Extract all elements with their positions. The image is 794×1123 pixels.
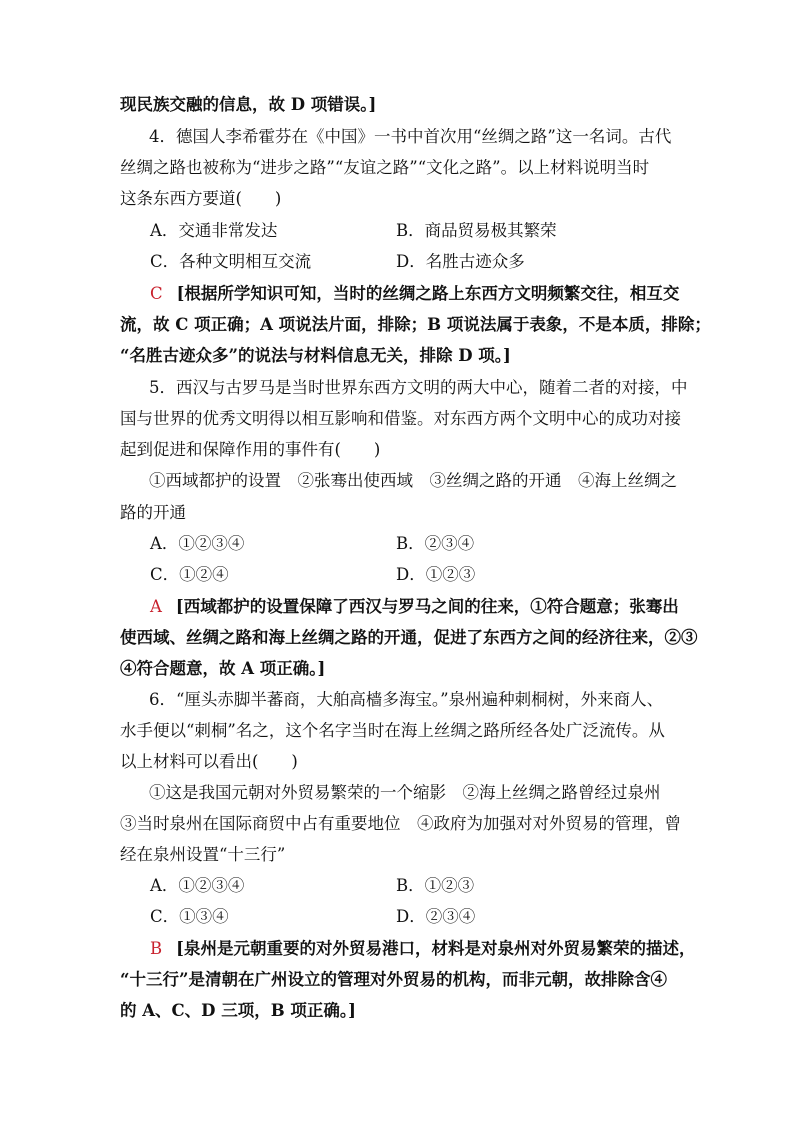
q5-stem-line-2: 国与世界的优秀文明得以相互影响和借鉴。对东西方两个文明中心的成功对接 <box>120 409 681 428</box>
q5-items-line-1: ①西域都护的设置 ②张骞出使西域 ③丝绸之路的开通 ④海上丝绸之 <box>149 471 677 490</box>
q6-explanation-line-2: “十三行”是清朝在广州设立的管理对外贸易的机构，而非元朝，故排除含④ <box>120 970 667 989</box>
q4-explanation-line-1 <box>150 283 794 305</box>
q6-answer: B <box>150 939 163 958</box>
q4-stem-line-2: 丝绸之路也被称为“进步之路”“友谊之路”“文化之路”。以上材料说明当时 <box>120 158 650 177</box>
q5-option-b[interactable]: B．②③④ <box>396 534 475 553</box>
q5-explanation-line-1 <box>150 596 794 618</box>
q5-option-c[interactable]: C．①②④ <box>150 565 229 584</box>
q6-stem-line-1: 6．“厘头赤脚半蕃商，大舶高樯多海宝。”泉州遍种刺桐树，外来商人、 <box>149 690 664 709</box>
q4-answer: C <box>150 284 163 303</box>
q4-stem-line-1: 4．德国人李希霍芬在《中国》一书中首次用“丝绸之路”这一名词。古代 <box>149 127 672 146</box>
q5-option-a[interactable]: A．①②③④ <box>150 534 245 553</box>
q6-explanation-text-1: [泉州是元朝重要的对外贸易港口，材料是对泉州对外贸易繁荣的描述， <box>176 939 696 958</box>
q6-option-c[interactable]: C．①③④ <box>150 907 229 926</box>
q6-option-a[interactable]: A．①②③④ <box>150 876 245 895</box>
q4-option-d[interactable]: D．名胜古迹众多 <box>396 252 525 271</box>
q5-option-d[interactable]: D．①②③ <box>396 565 476 584</box>
q5-explanation-line-2: 使西域、丝绸之路和海上丝绸之路的开通，促进了东西方之间的经济往来，②③ <box>120 628 698 647</box>
q4-option-b[interactable]: B．商品贸易极其繁荣 <box>396 221 557 240</box>
q6-option-d[interactable]: D．②③④ <box>396 907 476 926</box>
q6-option-b[interactable]: B．①②③ <box>396 876 475 895</box>
q6-explanation-line-3: 的 A、C、D 三项，B 项正确。] <box>120 1001 356 1020</box>
q5-explanation-text-1: [西域都护的设置保障了西汉与罗马之间的往来，①符合题意；张骞出 <box>175 597 679 616</box>
q6-items-line-3: 经在泉州设置“十三行” <box>120 845 286 864</box>
q5-stem-line-1: 5．西汉与古罗马是当时世界东西方文明的两大中心，随着二者的对接，中 <box>149 378 688 397</box>
q3-explanation-tail: 现民族交融的信息，故 D 项错误。] <box>120 95 377 114</box>
q4-explanation-line-2: 流，故 C 项正确；A 项说法片面，排除；B 项说法属于表象，不是本质，排除； <box>120 315 711 334</box>
q6-stem-line-2: 水手便以“刺桐”名之，这个名字当时在海上丝绸之路所经各处广泛流传。从 <box>120 721 665 740</box>
q4-option-a[interactable]: A．交通非常发达 <box>150 221 278 240</box>
q4-explanation-line-3: “名胜古迹众多”的说法与材料信息无关，排除 D 项。] <box>120 346 511 365</box>
q5-stem-line-3: 起到促进和保障作用的事件有( ) <box>120 440 381 459</box>
q6-items-line-1: ①这是我国元朝对外贸易繁荣的一个缩影 ②海上丝绸之路曾经过泉州 <box>149 783 661 802</box>
q4-stem-line-3: 这条东西方要道( ) <box>120 189 282 208</box>
q4-option-c[interactable]: C．各种文明相互交流 <box>150 252 312 271</box>
q5-answer: A <box>150 597 162 616</box>
q5-items-line-2: 路的开通 <box>120 503 186 522</box>
q5-explanation-line-3: ④符合题意，故 A 项正确。] <box>120 659 326 678</box>
q6-items-line-2: ③当时泉州在国际商贸中占有重要地位 ④政府为加强对对外贸易的管理，曾 <box>120 814 681 833</box>
q4-explanation-text-1: [根据所学知识可知，当时的丝绸之路上东西方文明频繁交往，相互交 <box>176 284 680 303</box>
q6-stem-line-3: 以上材料可以看出( ) <box>120 752 298 771</box>
q6-explanation-line-1 <box>150 938 794 960</box>
